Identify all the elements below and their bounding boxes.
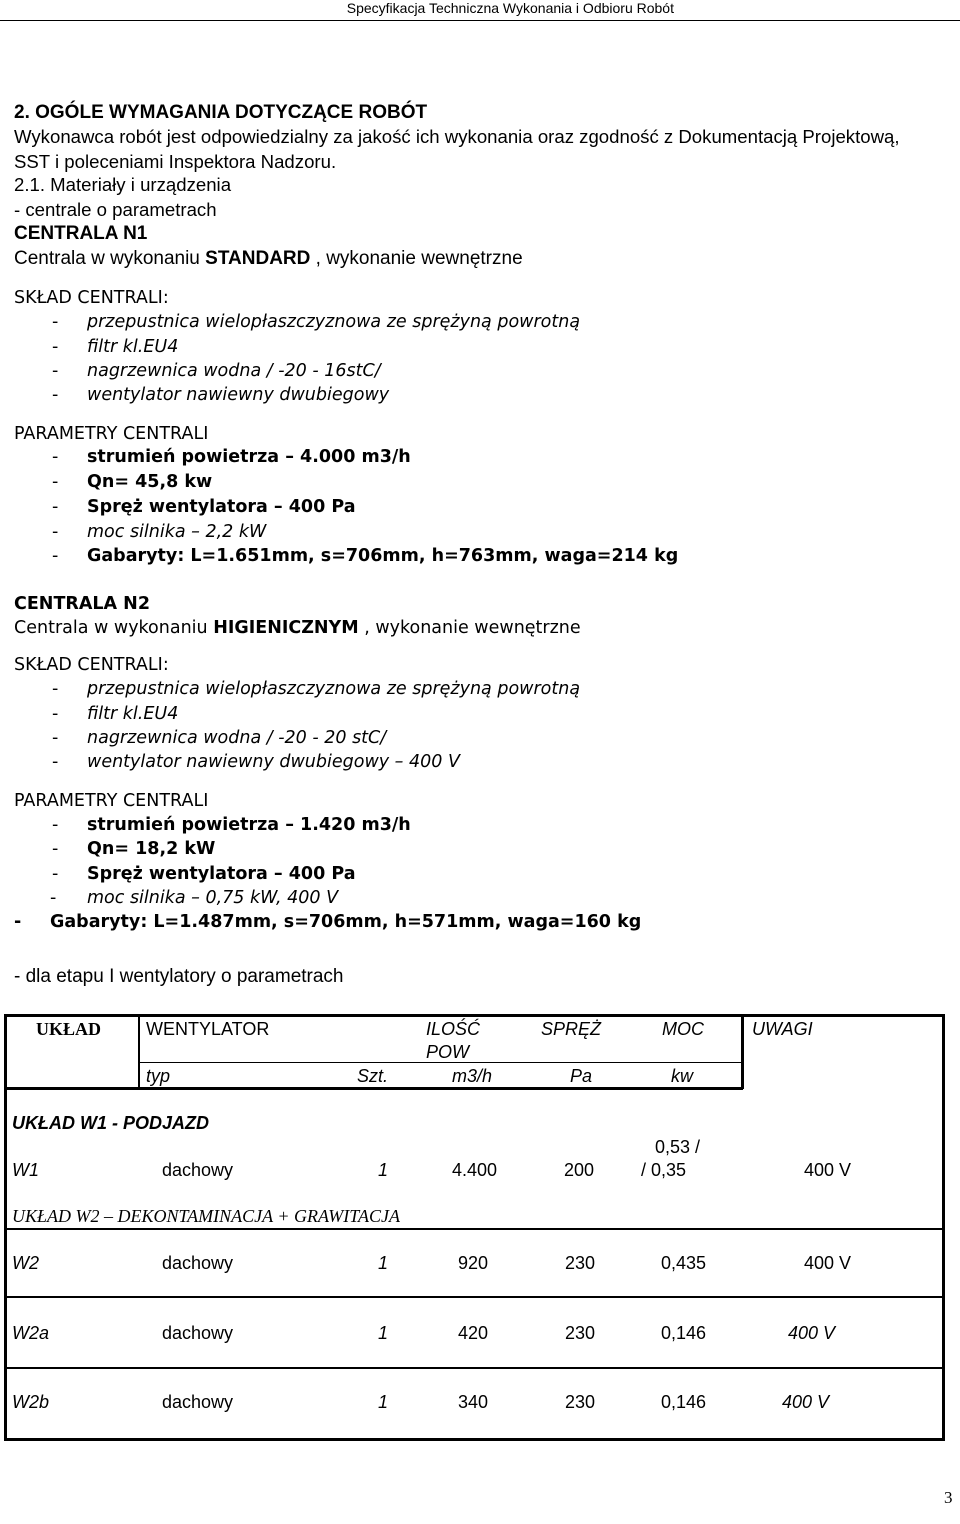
section-heading: 2. OGÓLE WYMAGANIA DOTYCZĄCE ROBÓT	[14, 102, 428, 123]
n2-param-dash-3: -	[50, 888, 57, 908]
w1-press: 200	[564, 1160, 595, 1180]
w2-power: 0,435	[661, 1253, 707, 1273]
centrale-line: - centrale o parametrach	[14, 199, 217, 220]
group-w1-title: UKŁAD W1 - PODJAZD	[12, 1113, 209, 1133]
w2b-id: W2b	[12, 1392, 50, 1412]
page-number: 3	[944, 1488, 953, 1507]
n1-sklad-item-3: wentylator nawiewny dwubiegowy	[87, 385, 390, 405]
th-kw: kw	[671, 1066, 693, 1086]
n2-desc-pre: Centrala w wykonaniu	[14, 618, 214, 638]
n2-sklad-item-2: nagrzewnica wodna / -20 - 20 stC/	[87, 728, 387, 748]
n1-param-4: Gabaryty: L=1.651mm, s=706mm, h=763mm, waga=214 kg	[87, 546, 679, 566]
intro-line-2: SST i poleceniami Inspektora Nadzoru.	[14, 151, 337, 172]
n2-param-label: PARAMETRY CENTRALI	[14, 791, 209, 811]
th-uklad: UKŁAD	[36, 1019, 102, 1039]
n1-sklad-item-1: filtr kl.EU4	[87, 337, 179, 357]
w2-id: W2	[12, 1253, 39, 1273]
n1-sklad-dash-2: -	[52, 361, 59, 381]
n2-sklad-dash-2: -	[52, 728, 59, 748]
th-ilosc-2: POW	[426, 1042, 469, 1062]
w1-qty: 1	[378, 1160, 389, 1180]
n1-param-1: Qn= 45,8 kw	[87, 472, 213, 492]
n2-param-dash-0: -	[52, 815, 59, 835]
n1-param-label: PARAMETRY CENTRALI	[14, 424, 209, 444]
n1-param-2: Spręż wentylatora – 400 Pa	[87, 497, 356, 517]
w1-flow: 4.400	[452, 1160, 498, 1180]
table-border-bottom	[4, 1438, 945, 1441]
w2b-type: dachowy	[162, 1392, 234, 1412]
n2-sklad-label: SKŁAD CENTRALI:	[14, 655, 169, 675]
n1-param-dash-3: -	[52, 522, 59, 542]
n2-param-dash-1: -	[52, 839, 59, 859]
th-szt: Szt.	[357, 1066, 389, 1086]
n1-sklad-dash-1: -	[52, 337, 59, 357]
n2-param-3: moc silnika – 0,75 kW, 400 V	[87, 888, 339, 908]
w2b-power: 0,146	[661, 1392, 707, 1412]
n2-param-0: strumień powietrza – 1.420 m3/h	[87, 815, 411, 835]
th-uwagi: UWAGI	[752, 1019, 813, 1039]
n2-param-dash-2: -	[52, 864, 59, 884]
document-header-title: Specyfikacja Techniczna Wykonania i Odbioru Robót	[346, 0, 674, 16]
w2b-qty: 1	[378, 1392, 389, 1412]
n1-desc-post: , wykonanie wewnętrzne	[310, 248, 523, 269]
n2-param-4: Gabaryty: L=1.487mm, s=706mm, h=571mm, waga=160 kg	[50, 912, 642, 932]
w2a-press: 230	[565, 1323, 596, 1343]
n1-param-dash-1: -	[52, 472, 59, 492]
n2-desc-bold: HIGIENICZNYM	[213, 618, 359, 638]
w2a-type: dachowy	[162, 1323, 234, 1343]
n2-sklad-item-0: przepustnica wielopłaszczyznowa ze sprężyną powrotną	[87, 679, 581, 699]
n1-sklad-label: SKŁAD CENTRALI:	[14, 288, 169, 308]
th-sprez: SPRĘŻ	[541, 1019, 602, 1039]
w1-power-2: / 0,35	[641, 1160, 687, 1180]
th-ilosc-1: ILOŚĆ	[426, 1019, 481, 1039]
th-m3h: m3/h	[452, 1066, 493, 1086]
intro-line-1: Wykonawca robót jest odpowiedzialny za jakość ich wykonania oraz zgodność z Dokumentacją Projektową,	[14, 126, 900, 147]
w1-type: dachowy	[162, 1160, 234, 1180]
n1-title: CENTRALA N1	[14, 223, 148, 244]
th-moc: MOC	[662, 1019, 704, 1039]
n2-param-2: Spręż wentylatora – 400 Pa	[87, 864, 356, 884]
n1-param-dash-0: -	[52, 447, 59, 467]
w2-press: 230	[565, 1253, 596, 1273]
w2b-note: 400 V	[782, 1392, 830, 1412]
w2a-note: 400 V	[788, 1323, 836, 1343]
th-pa: Pa	[570, 1066, 593, 1086]
n1-sklad-item-0: przepustnica wielopłaszczyznowa ze sprężyną powrotną	[87, 312, 581, 332]
n2-sklad-dash-3: -	[52, 752, 59, 772]
n2-sklad-dash-0: -	[52, 679, 59, 699]
w2a-id: W2a	[12, 1323, 50, 1343]
n1-sklad-item-2: nagrzewnica wodna / -20 - 16stC/	[87, 361, 381, 381]
n1-description	[14, 248, 523, 270]
table-border-top	[4, 1014, 945, 1017]
n1-desc-bold: STANDARD	[205, 248, 311, 269]
w2a-power: 0,146	[661, 1323, 707, 1343]
w2-flow: 920	[458, 1253, 489, 1273]
th-wentylator: WENTYLATOR	[146, 1019, 270, 1039]
w2b-flow: 340	[458, 1392, 489, 1412]
w2-type: dachowy	[162, 1253, 234, 1273]
table-col-sep-1	[138, 1014, 140, 1089]
w2a-qty: 1	[378, 1323, 389, 1343]
n2-param-dash-4: -	[14, 912, 22, 932]
w1-id: W1	[12, 1160, 39, 1180]
th-typ: typ	[146, 1066, 171, 1086]
table-row-line-4	[4, 1296, 945, 1298]
w1-note: 400 V	[804, 1160, 852, 1180]
w2a-flow: 420	[458, 1323, 489, 1343]
n2-title: CENTRALA N2	[14, 594, 151, 614]
n1-param-0: strumień powietrza – 4.000 m3/h	[87, 447, 411, 467]
group-w2-title: UKŁAD W2 – DEKONTAMINACJA + GRAWITACJA	[12, 1206, 400, 1226]
subheading-materials: 2.1. Materiały i urządzenia	[14, 174, 232, 195]
etap-line: - dla etapu I wentylatory o parametrach	[14, 966, 344, 987]
n2-param-1: Qn= 18,2 kW	[87, 839, 216, 859]
n1-sklad-dash-0: -	[52, 312, 59, 332]
w2-note: 400 V	[804, 1253, 852, 1273]
w1-power-1: 0,53 /	[655, 1137, 701, 1157]
n2-sklad-dash-1: -	[52, 704, 59, 724]
w2b-press: 230	[565, 1392, 596, 1412]
n2-sklad-item-3: wentylator nawiewny dwubiegowy – 400 V	[87, 752, 460, 772]
table-row-line-5	[4, 1367, 945, 1369]
n2-sklad-item-1: filtr kl.EU4	[87, 704, 179, 724]
n1-sklad-dash-3: -	[52, 385, 59, 405]
n1-desc-pre: Centrala w wykonaniu	[14, 248, 206, 269]
header-rule	[0, 20, 960, 21]
table-col-sep-2	[741, 1014, 744, 1089]
table-row-line-3	[4, 1228, 945, 1230]
n1-param-3: moc silnika – 2,2 kW	[87, 522, 267, 542]
table-row-line-2	[4, 1087, 743, 1090]
n2-description	[14, 618, 581, 638]
n1-param-dash-4: -	[52, 546, 59, 566]
n1-param-dash-2: -	[52, 497, 59, 517]
w2-qty: 1	[378, 1253, 389, 1273]
n2-desc-post: , wykonanie wewnętrzne	[358, 618, 581, 638]
